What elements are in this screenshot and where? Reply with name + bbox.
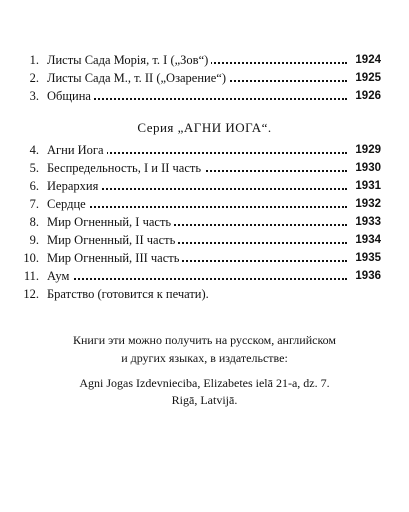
toc-entry (17, 88, 381, 104)
toc-entry (17, 268, 381, 284)
entry-year: 1932 (355, 198, 381, 210)
entry-number: 2. (29, 71, 39, 85)
entry-title: Братство (готовится к печати). (47, 287, 212, 301)
entry-year: 1933 (355, 216, 381, 228)
availability-line-2: и других языках, в издательстве: (121, 351, 288, 365)
entry-number: 11. (23, 269, 39, 283)
entry-number: 8. (29, 215, 39, 229)
entry-number: 6. (29, 179, 39, 193)
toc-entry (17, 214, 381, 230)
entry-number: 9. (29, 233, 39, 247)
entry-year: 1924 (355, 54, 381, 66)
toc-entry (17, 52, 381, 68)
entry-number: 12. (23, 287, 39, 301)
entry-number: 5. (29, 161, 39, 175)
toc-entry (17, 196, 381, 212)
entry-year: 1926 (355, 90, 381, 102)
entry-title: Мир Огненный, II часть (47, 233, 178, 247)
entry-title: Листы Сада Морiя, т. I („Зов“) (47, 53, 211, 67)
entry-title: Община (47, 89, 94, 103)
entry-title: Беспредельность, I и II часть (47, 161, 204, 175)
entry-number: 10. (23, 251, 39, 265)
entry-year: 1930 (355, 162, 381, 174)
entry-year: 1935 (355, 252, 381, 264)
entry-year: 1929 (355, 144, 381, 156)
toc-entry (17, 232, 381, 248)
entry-title: Мир Огненный, I часть (47, 215, 174, 229)
entry-number: 7. (29, 197, 39, 211)
entry-title: Мир Огненный, III часть (47, 251, 182, 265)
toc-entry (17, 286, 381, 302)
entry-number: 4. (29, 143, 39, 157)
entry-title: Иерархия (47, 179, 101, 193)
publisher-line-1: Agni Jogas Izdevnieciba, Elizabetes ielā 21-a, dz. 7. (79, 376, 330, 390)
toc-entry (17, 142, 381, 158)
series-heading: Серия „АГНИ ИОГА“. (137, 120, 272, 135)
entry-title: Аум (47, 269, 72, 283)
publisher-line-2: Rigā, Latvijā. (171, 393, 238, 407)
dot-leader (47, 278, 347, 280)
entry-year: 1934 (355, 234, 381, 246)
entry-title: Листы Сада М., т. II („Озарение“) (47, 71, 229, 85)
entry-year: 1936 (355, 270, 381, 282)
entry-year: 1931 (355, 180, 381, 192)
entry-number: 3. (29, 89, 39, 103)
entry-year: 1925 (355, 72, 381, 84)
entry-title: Сердце (47, 197, 89, 211)
dot-leader (47, 206, 347, 208)
entry-number: 1. (29, 53, 39, 67)
toc-entry (17, 178, 381, 194)
toc-entry (17, 160, 381, 176)
availability-line-1: Книги эти можно получить на русском, английском (72, 333, 337, 347)
entry-title: Агни Иога (47, 143, 107, 157)
toc-entry (17, 250, 381, 266)
toc-entry (17, 70, 381, 86)
